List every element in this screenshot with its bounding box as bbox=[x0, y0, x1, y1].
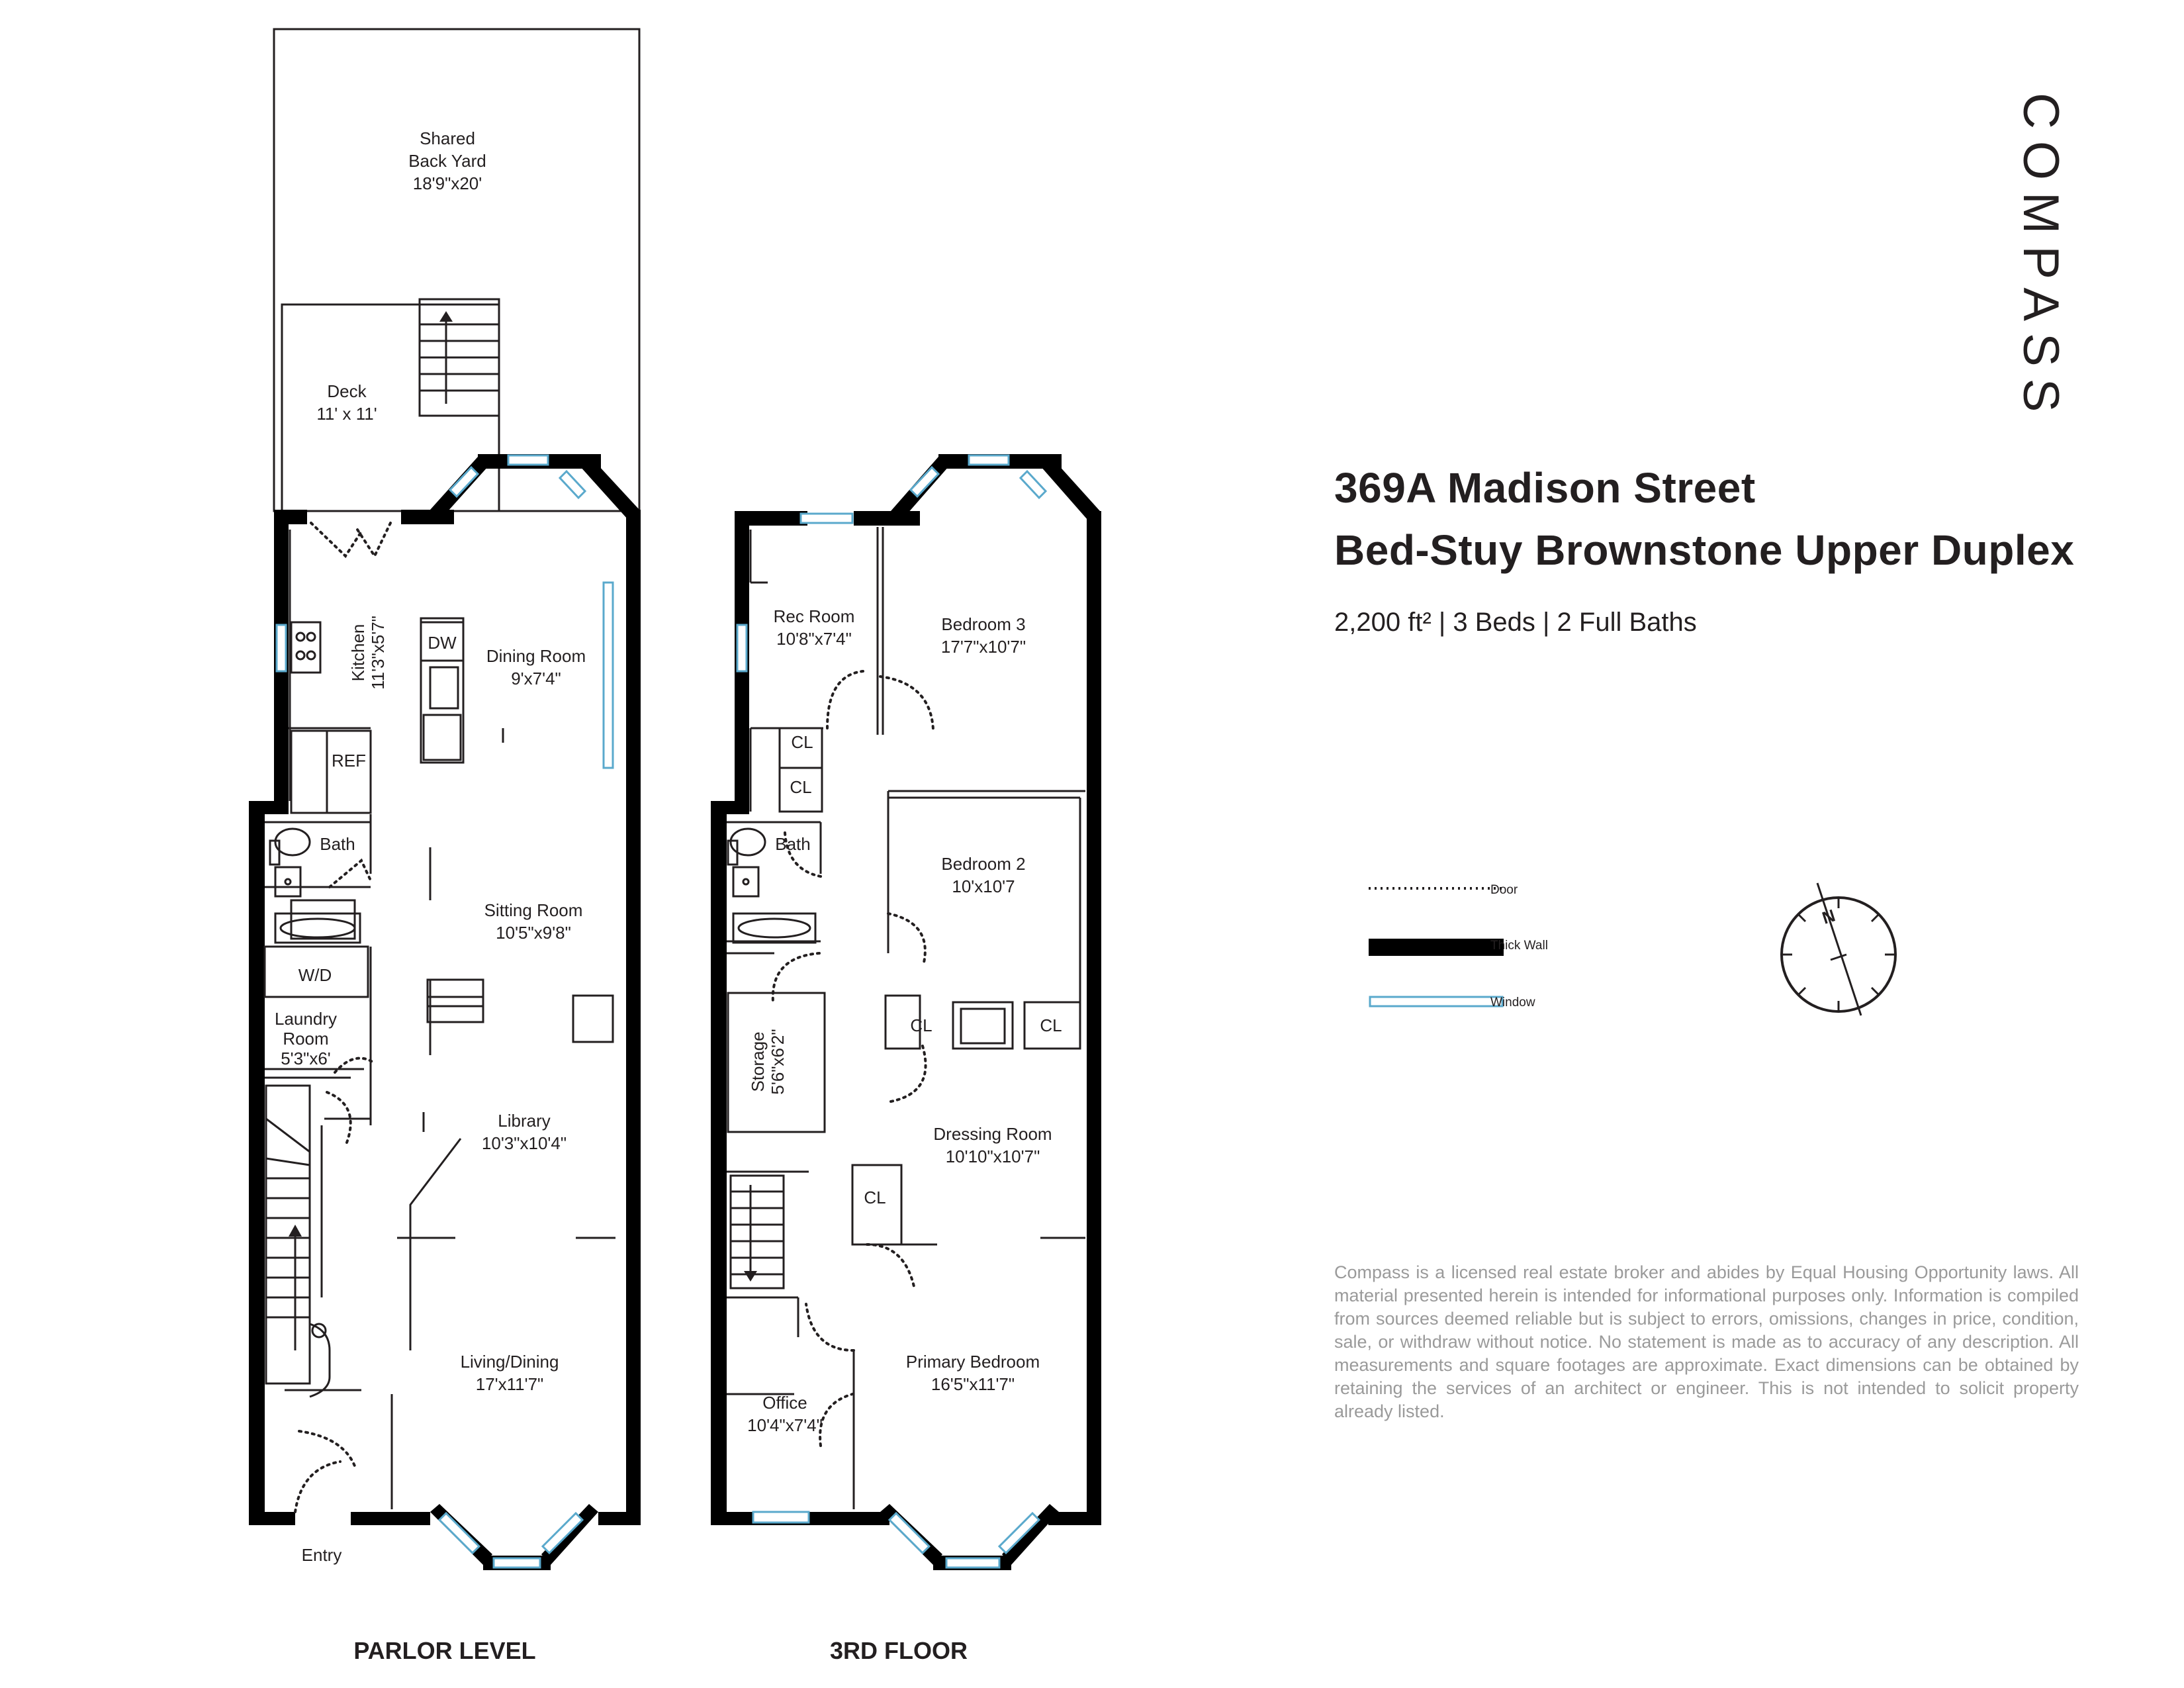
disclaimer-text: Compass is a licensed real estate broker and abides by Equal Housing Opportunity laws. All material presented herein is intended for informational purposes only. Information is compiled from sources deemed reliable but is subject to errors, omissions, changes in price, condition, sale, or withdraw without notice. No statement is made as to accuracy of any description. All measurements and square footages are approximate. Exact dimensions can be obtained by retaining the services of an architect or engineer. This is not intended to solicit property already listed. bbox=[1334, 1262, 2079, 1421]
third-floor-plan bbox=[711, 454, 1101, 1664]
legend-door-label: Door bbox=[1490, 883, 1518, 897]
closet-label-1: CL bbox=[791, 732, 813, 752]
legend-window-label: Window bbox=[1490, 996, 1535, 1009]
parlor-level-plan bbox=[249, 29, 641, 1664]
yard-stairs bbox=[420, 299, 499, 416]
backyard-label-2: Back Yard bbox=[408, 151, 486, 171]
deck-dims: 11' x 11' bbox=[316, 404, 377, 424]
third-staircase bbox=[731, 1176, 784, 1288]
legend-wall-label: Thick Wall bbox=[1490, 939, 1548, 953]
parlor-staircase bbox=[266, 1086, 330, 1397]
address-line-1: 369A Madison Street bbox=[1334, 464, 1756, 512]
closet-label-5: CL bbox=[864, 1188, 886, 1207]
third-bath-label: Bath bbox=[775, 834, 811, 854]
rec-room-dims: 10'8"x7'4" bbox=[776, 629, 852, 649]
sitting-label: Sitting Room bbox=[484, 900, 583, 920]
bedroom2-label: Bedroom 2 bbox=[941, 854, 1026, 874]
bedroom2-dims: 10'x10'7 bbox=[952, 876, 1015, 896]
backyard-label-1: Shared bbox=[420, 128, 475, 148]
closet-label-2: CL bbox=[790, 777, 812, 797]
bedroom3-dims: 17'7"x10'7" bbox=[940, 637, 1026, 657]
library-dims: 10'3"x10'4" bbox=[481, 1133, 567, 1153]
deck-label: Deck bbox=[327, 381, 367, 401]
dishwasher-label: DW bbox=[428, 633, 457, 653]
office-label: Office bbox=[762, 1393, 807, 1413]
listing-stats: 2,200 ft² | 3 Beds | 2 Full Baths bbox=[1334, 608, 1697, 637]
compass-north-label: N bbox=[1819, 905, 1838, 928]
legend-window-swatch bbox=[1370, 997, 1502, 1006]
address-line-2: Bed-Stuy Brownstone Upper Duplex bbox=[1334, 526, 2075, 574]
parlor-level-title: PARLOR LEVEL bbox=[353, 1637, 536, 1664]
laundry-label-2: Room bbox=[283, 1029, 329, 1049]
laundry-dims: 5'3"x6' bbox=[281, 1049, 331, 1068]
office-dims: 10'4"x7'4" bbox=[747, 1415, 823, 1435]
kitchen-label: Kitchen bbox=[348, 624, 368, 682]
dressing-label: Dressing Room bbox=[933, 1124, 1052, 1144]
backyard-outline bbox=[274, 29, 639, 511]
third-floor-title: 3RD FLOOR bbox=[829, 1637, 968, 1664]
closet-label-3: CL bbox=[910, 1015, 933, 1035]
primary-label: Primary Bedroom bbox=[905, 1352, 1040, 1372]
primary-dims: 16'5"x11'7" bbox=[931, 1374, 1015, 1394]
storage-dims: 5'6"x6'2" bbox=[768, 1029, 788, 1095]
refrigerator-label: REF bbox=[332, 751, 366, 771]
closet-label-4: CL bbox=[1040, 1015, 1062, 1035]
entry-label: Entry bbox=[301, 1545, 342, 1565]
storage-label: Storage bbox=[748, 1031, 768, 1092]
compass-logo: COMPASS bbox=[2013, 93, 2069, 424]
sitting-dims: 10'5"x9'8" bbox=[496, 923, 571, 943]
dressing-dims: 10'10"x10'7" bbox=[945, 1147, 1040, 1166]
listing-header bbox=[1334, 457, 2155, 637]
living-label: Living/Dining bbox=[460, 1352, 559, 1372]
washer-dryer-label: W/D bbox=[298, 965, 332, 985]
laundry-label-1: Laundry bbox=[275, 1009, 337, 1029]
kitchen-dims: 11'3"x5'7" bbox=[368, 616, 388, 690]
backyard-dims: 18'9"x20' bbox=[412, 173, 482, 193]
compass-rose bbox=[1782, 883, 1895, 1015]
parlor-bath-label: Bath bbox=[320, 834, 355, 854]
rec-room-label: Rec Room bbox=[773, 606, 855, 626]
bedroom3-label: Bedroom 3 bbox=[941, 614, 1026, 634]
legend-wall-swatch bbox=[1369, 939, 1504, 956]
dining-dims: 9'x7'4" bbox=[511, 669, 561, 688]
library-label: Library bbox=[498, 1111, 551, 1131]
parlor-room-labels bbox=[275, 128, 586, 1565]
dining-label: Dining Room bbox=[486, 646, 586, 666]
third-room-labels bbox=[747, 606, 1062, 1435]
living-dims: 17'x11'7" bbox=[475, 1374, 544, 1394]
legend bbox=[1369, 883, 1548, 1009]
